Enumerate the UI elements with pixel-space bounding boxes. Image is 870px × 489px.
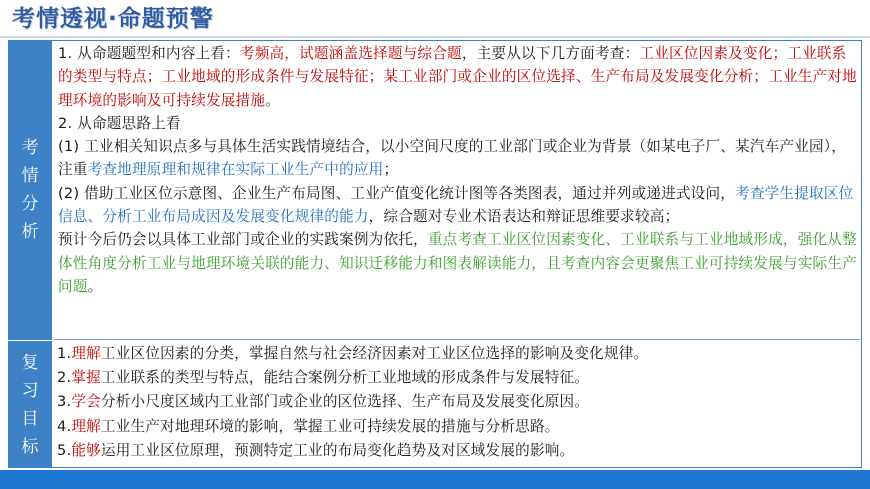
highlight-red: 考频高，试题涵盖选择题与综合题 — [239, 45, 462, 62]
text: ，综合题对专业术语表达和辩证思维要求较高； — [368, 208, 680, 226]
text: (2) 借助工业区位示意图、企业生产布局图、工业产值变化统计图等各类图表，通过并列或递进式设问， — [58, 184, 736, 202]
text: ； — [383, 161, 399, 179]
analysis-para-3 — [58, 135, 860, 182]
text: ，主要从以下几方面考查： — [461, 45, 640, 62]
highlight-green: 重点考查工业区位因素变化、工业联系与工业地域形成，强化从整体性角度分析工业与地理环境关联的能力、知识迁移能力和图表解读能力，且考查内容会更聚焦工业可持续发展与实际生产问题 — [58, 231, 857, 295]
goal-item — [57, 366, 860, 390]
text: 。 — [265, 91, 280, 109]
analysis-para-2: 2. 从命题思路上看 — [58, 114, 181, 132]
side-char: 目 — [21, 408, 39, 429]
goal-verb: 理解 — [71, 417, 101, 435]
goal-text: 工业区位因素的分类，掌握自然与社会经济因素对工业区位选择的影响及变化规律。 — [100, 345, 649, 362]
goal-verb: 理解 — [71, 345, 101, 362]
goal-item — [57, 439, 860, 463]
highlight-blue: 考查学生提取区位信息、分析工业布局成因及发展变化规律的能力 — [58, 184, 854, 226]
highlight-blue: 考查地理原理和规律在实际工业生产中的应用 — [87, 161, 384, 179]
analysis-para-4 — [58, 182, 860, 229]
side-char: 考 — [21, 138, 39, 158]
side-char: 标 — [21, 436, 39, 457]
goal-item — [57, 342, 860, 366]
goal-number: 1. — [57, 345, 72, 362]
goal-verb: 掌握 — [71, 369, 101, 387]
text: 1. 从命题题型和内容上看： — [58, 45, 240, 62]
goal-number: 2. — [57, 369, 72, 387]
goals-content — [54, 342, 860, 467]
text: 预计今后仍会以具体工业部门或企业的实践案例为依托， — [58, 231, 428, 249]
goal-text: 工业联系的类型与特点，能结合案例分析工业地域的形成条件与发展特征。 — [100, 369, 590, 387]
side-char: 情 — [21, 166, 39, 186]
goal-text: 分析小尺度区域内工业部门或企业的区位选择、生产布局及发展变化原因。 — [100, 393, 590, 411]
side-label-goals — [8, 340, 52, 468]
text: 。 — [87, 277, 103, 295]
highlight-red: 工业区位因素及变化；工业联系的类型与特点；工业地域的形成条件与发展特征；某工业部门或企业的区位选择、生产布局及发展变化分析；工业生产对地理环境的影响及可持续发展措施 — [58, 45, 857, 109]
analysis-para-1 — [58, 42, 860, 112]
side-char: 析 — [21, 222, 39, 242]
goal-number: 4. — [57, 417, 72, 435]
bottom-bar — [0, 470, 870, 489]
analysis-para-5 — [58, 228, 860, 298]
goal-item — [57, 415, 860, 439]
goal-item — [57, 390, 860, 414]
side-label-analysis — [8, 40, 52, 340]
goal-number: 3. — [57, 393, 72, 411]
goal-number: 5. — [57, 441, 72, 459]
text: (1) 工业相关知识点多与具体生活实践情境结合，以小空间尺度的工业部门或企业为背景（如某电子厂、某汽车产业园），注重 — [58, 138, 847, 179]
title-underline — [0, 36, 870, 38]
goal-verb: 能够 — [71, 441, 101, 459]
side-char: 分 — [21, 194, 39, 214]
goal-verb: 学会 — [71, 393, 101, 411]
analysis-content — [54, 42, 860, 339]
page-title: 考情透视·命题预警 — [12, 6, 214, 32]
side-char: 复 — [21, 352, 39, 373]
section-divider — [54, 339, 860, 340]
goal-text: 运用工业区位原理，预测特定工业的布局变化趋势及对区域发展的影响。 — [100, 441, 575, 459]
goal-text: 工业生产对地理环境的影响，掌握工业可持续发展的措施与分析思路。 — [100, 417, 560, 435]
side-char: 习 — [21, 380, 39, 401]
